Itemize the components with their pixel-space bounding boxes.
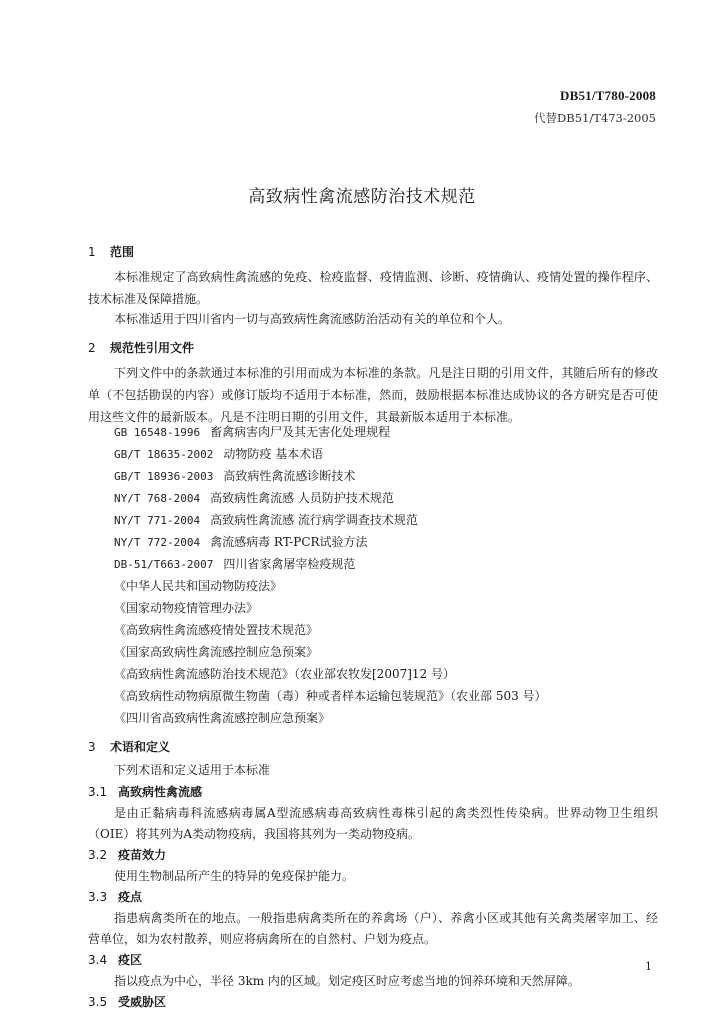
- term-name: 疫区: [118, 953, 143, 967]
- terms-list: [88, 782, 658, 1013]
- replaces-standard: 代替DB51/T473-2005: [534, 111, 656, 125]
- term-number: 3.1: [88, 785, 108, 799]
- reference-item: [114, 555, 355, 572]
- reference-item: [114, 489, 394, 506]
- section-title: 术语和定义: [110, 740, 171, 754]
- section-2-heading: [88, 339, 194, 356]
- section-title: 范围: [110, 245, 135, 259]
- section-1-heading: [88, 243, 134, 260]
- section-3-intro: 下列术语和定义适用于本标准: [114, 763, 271, 777]
- section-3-heading: [88, 738, 170, 755]
- term-number: 3.3: [88, 890, 108, 904]
- reference-title: 畜禽病害肉尸及其无害化处理规程: [210, 425, 391, 439]
- reference-title: 高致病性禽流感 人员防护技术规范: [210, 491, 394, 505]
- reference-item: [114, 533, 368, 550]
- term-heading: [88, 992, 658, 1013]
- standard-number: DB51/T780-2008: [560, 88, 656, 103]
- term-heading: [88, 782, 658, 803]
- page-number: 1: [645, 960, 652, 973]
- section-number: 1: [88, 245, 96, 259]
- reference-document: 《高致病性动物病原微生物菌（毒）种或者样本运输包装规范》（农业部 503 号）: [114, 689, 547, 703]
- reference-item: [114, 423, 390, 440]
- section-number: 3: [88, 740, 96, 754]
- reference-code: NY/T 772-2004: [114, 536, 201, 549]
- term-heading: [88, 950, 658, 971]
- term-name: 疫苗效力: [118, 848, 167, 862]
- reference-document: 《四川省高致病性禽流感控制应急预案》: [114, 711, 331, 725]
- term-definition: 使用生物制品所产生的特异的免疫保护能力。: [114, 869, 355, 883]
- term-heading: [88, 845, 658, 866]
- reference-code: DB-51/T663-2007: [114, 558, 214, 571]
- reference-document: 《高致病性禽流感疫情处置技术规范》: [114, 623, 319, 637]
- reference-title: 高致病性禽流感 流行病学调查技术规范: [210, 513, 418, 527]
- term-heading: [88, 887, 658, 908]
- section-1-paragraph-1: 本标准规定了高致病性禽流感的免疫、检疫监督、疫情监测、诊断、疫情确认、疫情处置的操作程序、技术标准及保障措施。: [88, 270, 658, 306]
- reference-code: GB/T 18936-2003: [114, 470, 214, 483]
- term-definition: 指患病禽类所在的地点。一般指患病禽类所在的养禽场（户）、养禽小区或其他有关禽类屠宰加工、经营单位，如为农村散养，则应将病禽所在的自然村、户划为疫点。: [88, 911, 658, 946]
- reference-item: [114, 511, 418, 528]
- reference-document: 《国家动物疫情管理办法》: [114, 601, 259, 615]
- reference-document: 《高致病性禽流感防治技术规范》（农业部农牧发[2007]12 号）: [114, 667, 455, 681]
- reference-code: NY/T 768-2004: [114, 492, 201, 505]
- reference-document: 《国家高致病性禽流感控制应急预案》: [114, 645, 319, 659]
- term-definition: 指以疫点为中心，半径 3km 内的区域。划定疫区时应考虑当地的饲养环境和天然屏障。: [114, 974, 580, 988]
- term-number: 3.5: [88, 995, 108, 1009]
- reference-item: [114, 445, 323, 462]
- reference-code: GB/T 18635-2002: [114, 448, 214, 461]
- section-number: 2: [88, 341, 96, 355]
- reference-document: 《中华人民共和国动物防疫法》: [114, 579, 283, 593]
- term-name: 受威胁区: [118, 995, 167, 1009]
- section-1-paragraph-2: 本标准适用于四川省内一切与高致病性禽流感防治活动有关的单位和个人。: [114, 312, 511, 326]
- section-2-intro: 下列文件中的条款通过本标准的引用而成为本标准的条款。凡是注日期的引用文件，其随后所有的修改单（不包括勘误的内容）或修订版均不适用于本标准，然而，鼓励根据本标准达成协议的各方研究是否可使用这些文件的最新版本。凡是不注明日期的引用文件，其最新版本适用于本标准。: [88, 366, 658, 424]
- term-name: 高致病性禽流感: [118, 785, 203, 799]
- reference-title: 高致病性禽流感诊断技术: [223, 469, 356, 483]
- document-title: 高致病性禽流感防治技术规范: [248, 187, 476, 207]
- term-number: 3.4: [88, 953, 108, 967]
- term-definition: 是由正黏病毒科流感病毒属A型流感病毒高致病性毒株引起的禽类烈性传染病。世界动物卫生组织（OIE）将其列为A类动物疫病，我国将其列为一类动物疫病。: [88, 806, 658, 841]
- reference-title: 四川省家禽屠宰检疫规范: [223, 557, 356, 571]
- reference-title: 禽流感病毒 RT-PCR试验方法: [210, 535, 368, 549]
- reference-item: [114, 467, 355, 484]
- reference-code: NY/T 771-2004: [114, 514, 201, 527]
- reference-code: GB 16548-1996: [114, 426, 201, 439]
- section-title: 规范性引用文件: [110, 341, 195, 355]
- reference-title: 动物防疫 基本术语: [223, 447, 324, 461]
- term-name: 疫点: [118, 890, 143, 904]
- term-number: 3.2: [88, 848, 108, 862]
